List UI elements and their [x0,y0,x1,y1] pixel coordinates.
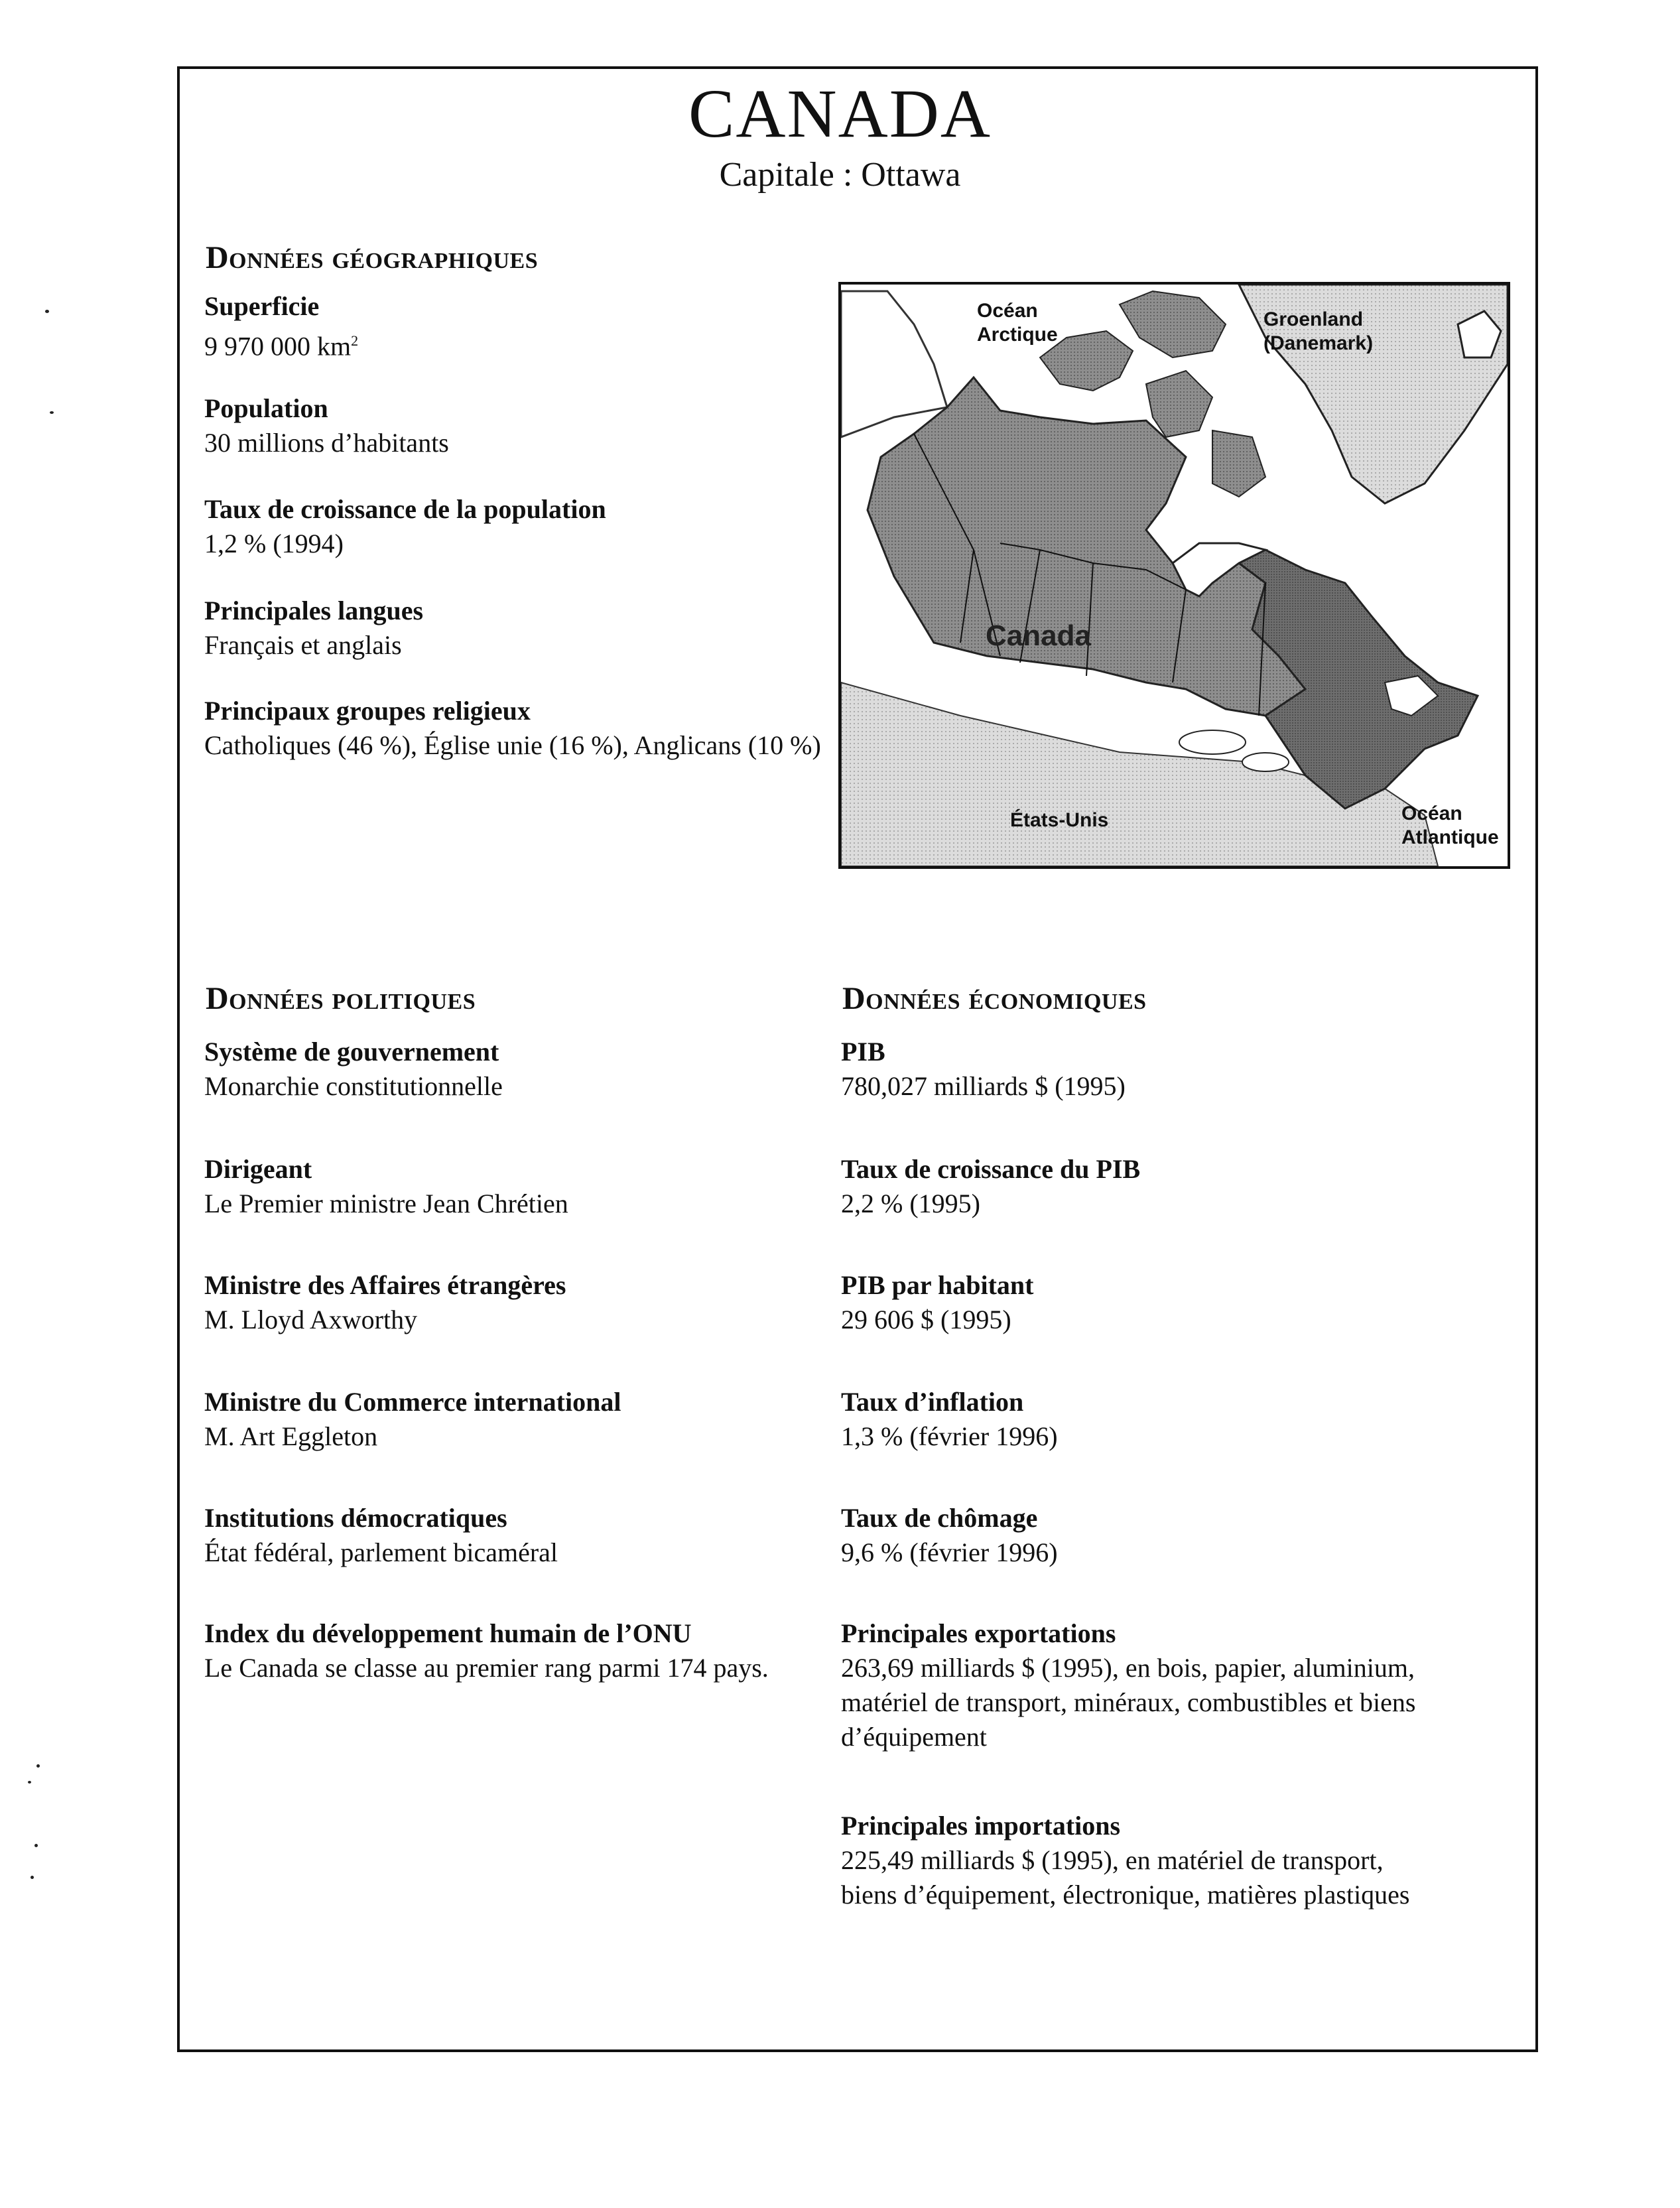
economy-item-imports [841,1809,1438,1912]
politics-value: Monarchie constitutionnelle [204,1071,503,1101]
economy-value: 780,027 milliards $ (1995) [841,1071,1126,1101]
map-label-atlantic: Océan Atlantique [1401,803,1499,848]
map-label-canada: Canada [986,619,1091,652]
geo-value: 1,2 % (1994) [204,529,344,558]
politics-label: Index du développement humain de l’ONU [204,1618,692,1648]
politics-label: Ministre du Commerce international [204,1387,621,1417]
geo-value: Catholiques (46 %), Église unie (16 %), Anglicans (10 %) [204,730,821,760]
scan-speck [31,1876,34,1879]
geo-label: Superficie [204,291,320,321]
economy-value: 2,2 % (1995) [841,1189,980,1218]
geo-item-languages [204,594,423,663]
economy-label: Taux de chômage [841,1503,1038,1533]
economy-label: PIB par habitant [841,1270,1034,1300]
geo-item-population [204,391,449,460]
economy-value: 1,3 % (février 1996) [841,1421,1058,1451]
scan-speck [34,1844,38,1847]
politics-label: Dirigeant [204,1154,312,1184]
politics-value: Le Canada se classe au premier rang parmi 174 pays. [204,1653,769,1683]
section-heading-geo: Données géographiques [206,240,539,275]
section-heading-economy: Données économiques [842,981,1147,1016]
geo-label: Population [204,393,328,423]
geo-value: 30 millions d’habitants [204,428,449,458]
economy-value: 9,6 % (février 1996) [841,1537,1058,1567]
economy-label: Principales importations [841,1811,1121,1841]
politics-label: Institutions démocratiques [204,1503,507,1533]
map-label-arctic: Océan Arctique [977,300,1058,346]
economy-value: 29 606 $ (1995) [841,1305,1011,1334]
geo-item-area [204,289,358,363]
geo-label: Taux de croissance de la population [204,494,606,524]
scan-speck [45,310,49,313]
scan-speck [36,1764,40,1768]
politics-item-hdi [204,1616,834,1685]
politics-item-institutions [204,1501,801,1570]
politics-label: Ministre des Affaires étrangères [204,1270,566,1300]
page-title: CANADA [688,76,992,152]
economy-item-gdp [841,1035,1438,1104]
politics-value: M. Art Eggleton [204,1421,378,1451]
geo-item-religions [204,694,821,763]
geo-label: Principales langues [204,596,424,625]
politics-value: Le Premier ministre Jean Chrétien [204,1189,568,1218]
politics-value: État fédéral, parlement bicaméral [204,1537,558,1567]
economy-label: PIB [841,1037,885,1067]
section-heading-politics: Données politiques [206,981,476,1016]
economy-label: Taux d’inflation [841,1387,1024,1417]
economy-label: Taux de croissance du PIB [841,1154,1141,1184]
politics-item-leader [204,1152,801,1221]
scan-speck [50,411,54,414]
map-label-greenland: Groenland (Danemark) [1263,308,1374,354]
economy-item-unemployment [841,1501,1438,1570]
economy-item-gdp-per-capita [841,1268,1438,1337]
economy-value: 225,49 milliards $ (1995), en matériel de transport, biens d’équipement, électronique, matières plastiques [841,1845,1410,1910]
economy-label: Principales exportations [841,1618,1116,1648]
canada-map [838,282,1510,869]
alaska-region [841,291,947,437]
geo-value: 9 970 000 $km^2$ [204,331,359,361]
page-subtitle: Capitale : Ottawa [719,156,961,194]
politics-value: M. Lloyd Axworthy [204,1305,418,1334]
economy-item-inflation [841,1385,1438,1454]
economy-value: 263,69 milliards $ (1995), en bois, papier, aluminium, matériel de transport, minéraux, combustibles et biens d’équipement [841,1653,1416,1752]
politics-item-government [204,1035,801,1104]
map-label-usa: États-Unis [1010,809,1109,831]
geo-value: Français et anglais [204,630,402,660]
politics-item-trade-minister [204,1385,801,1454]
geo-item-growth [204,492,606,561]
map-graphic [841,285,1508,866]
scan-speck [28,1781,31,1784]
economy-item-gdp-growth [841,1152,1438,1221]
politics-label: Système de gouvernement [204,1037,499,1067]
economy-item-exports [841,1616,1438,1754]
geo-label: Principaux groupes religieux [204,696,531,726]
politics-item-foreign-minister [204,1268,801,1337]
